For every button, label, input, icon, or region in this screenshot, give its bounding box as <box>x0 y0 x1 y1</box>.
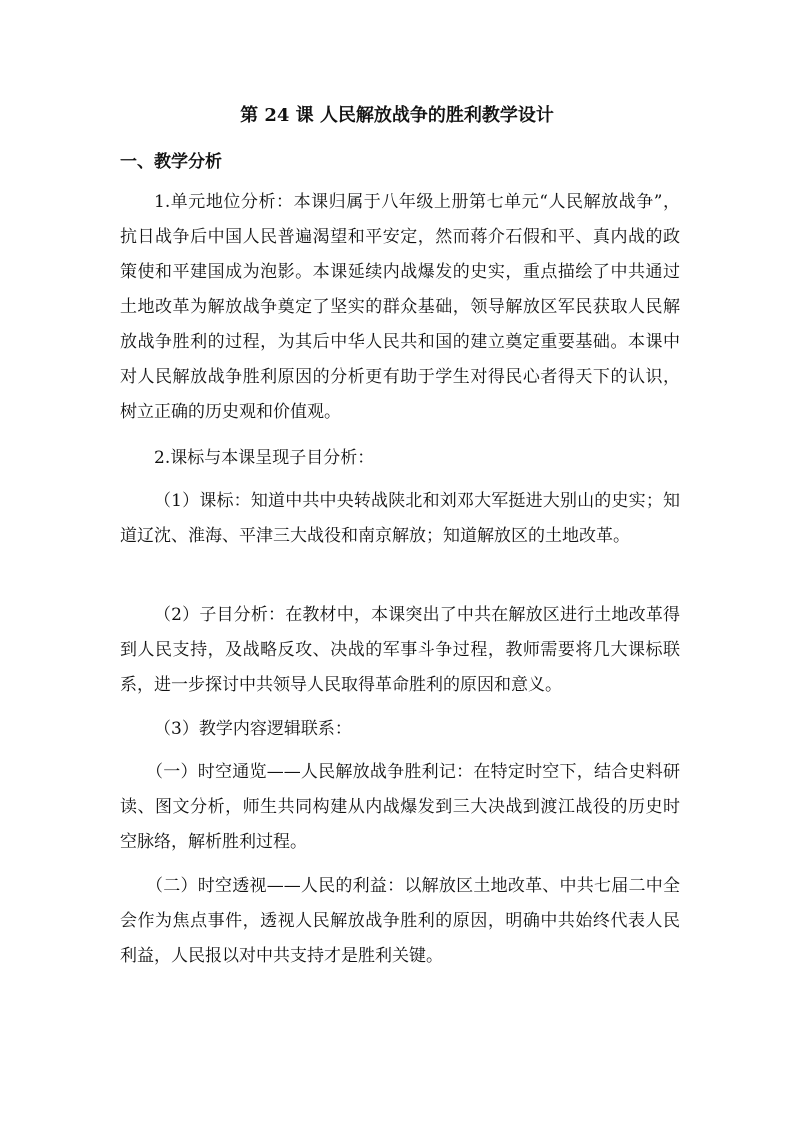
paragraph-subheading-analysis: （2）子目分析：在教材中，本课突出了中共在解放区进行土地改革得到人民支持，及战略反攻、决战的军事斗争过程，教师需要将几大课标联系，进一步探讨中共领导人民取得革命胜利的原因和意义。 <box>120 605 680 695</box>
paragraph-content-logic: （3）教学内容逻辑联系： <box>154 719 352 739</box>
paragraph-curriculum-heading: 2.课标与本课呈现子目分析： <box>154 448 375 468</box>
paragraph-spacetime-overview: （一）时空通览——人民解放战争胜利记：在特定时空下，结合史料研读、图文分析，师生共同构建从内战爆发到三大决战到渡江战役的历史时空脉络，解析胜利过程。 <box>120 762 680 852</box>
paragraph-unit-analysis: 1.单元地位分析：本课归属于八年级上册第七单元“人民解放战争”，抗日战争后中国人民普遍渴望和平安定，然而蒋介石假和平、真内战的政策使和平建国成为泡影。本课延续内战爆发的史实，重点描绘了中共通过土地改革为解放战争奠定了坚实的群众基础，领导解放区军民获取人民解放战争胜利的过程，为其后中华人民共和国的建立奠定重要基础。本课中对人民解放战争胜利原因的分析更有助于学生对得民心者得天下的认识，树立正确的历史观和价值观。 <box>120 192 680 422</box>
document-title: 第 24 课 人民解放战争的胜利教学设计 <box>240 105 554 126</box>
paragraph-curriculum-standard: （1）课标：知道中共中央转战陕北和刘邓大军挺进大别山的史实；知道辽沈、淮海、平津三大战役和南京解放；知道解放区的土地改革。 <box>120 491 680 546</box>
paragraph-spacetime-perspective: （二）时空透视——人民的利益：以解放区土地改革、中共七届二中全会作为焦点事件，透视人民解放战争胜利的原因，明确中共始终代表人民利益，人民报以对中共支持才是胜利关键。 <box>120 876 680 966</box>
section-heading: 一、教学分析 <box>120 152 222 172</box>
